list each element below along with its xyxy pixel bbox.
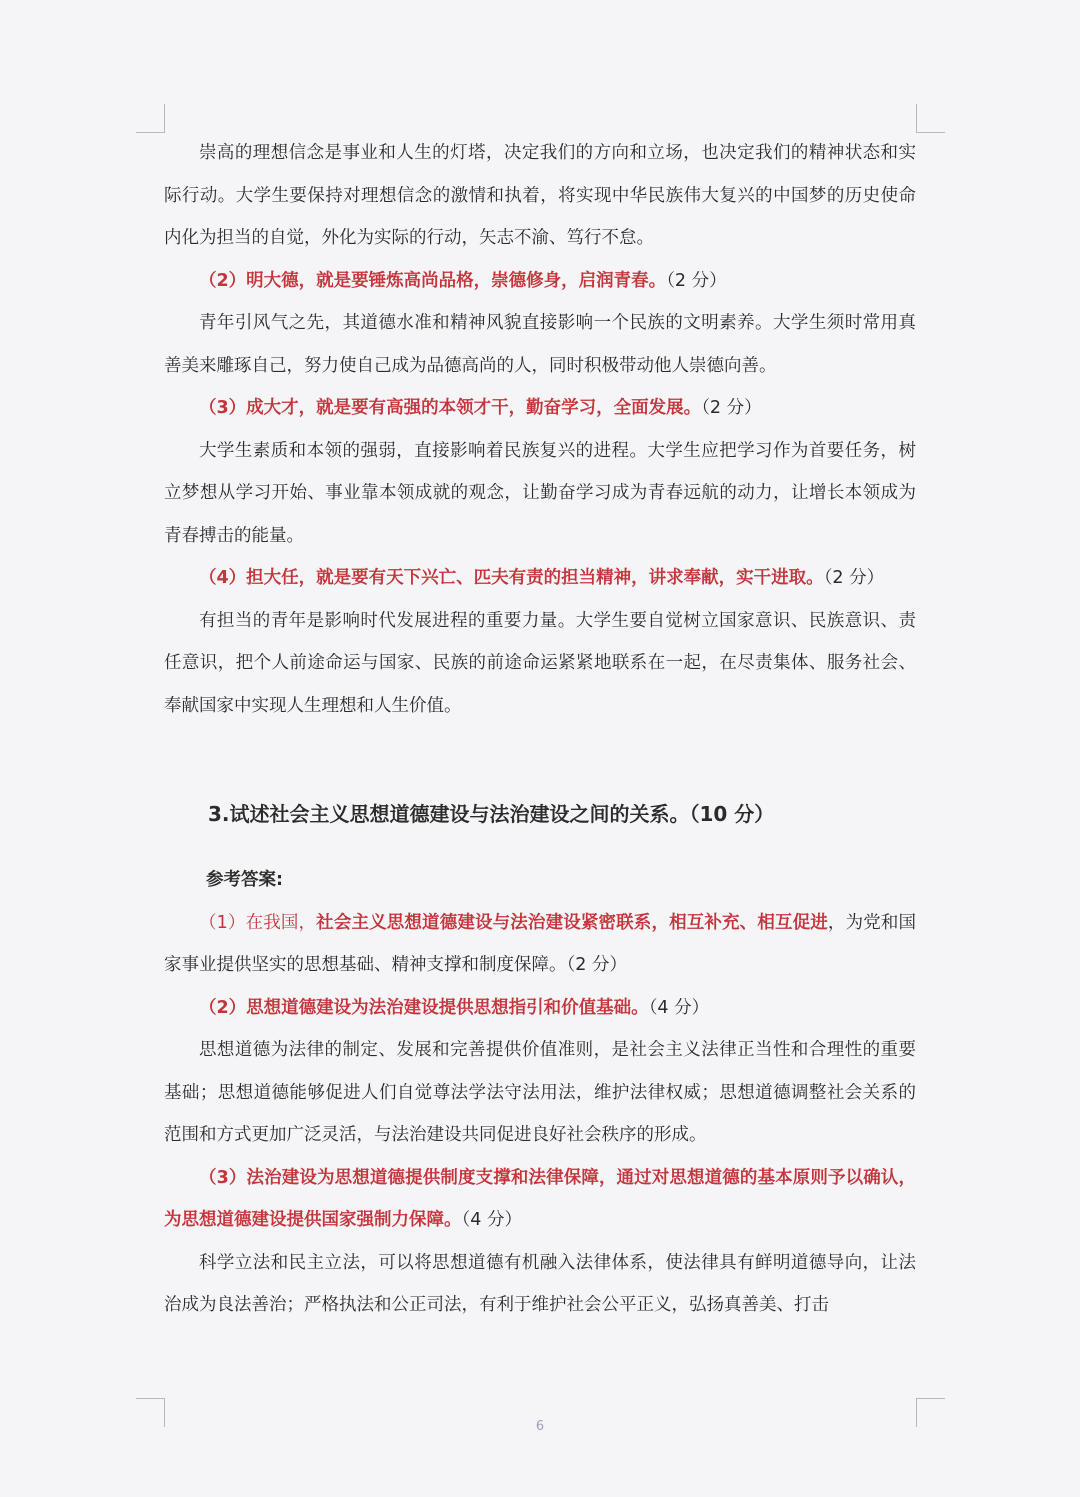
page-content xyxy=(164,132,916,1327)
answer-point-1-emphasis: 社会主义思想道德建设与法治建设紧密联系，相互补充、相互促进 xyxy=(316,912,828,933)
answer-point-1 xyxy=(164,902,916,987)
point-heading-2 xyxy=(164,260,916,303)
point-heading-2-score: （2 分） xyxy=(666,270,727,291)
point-heading-4-score: （2 分） xyxy=(823,568,885,588)
paragraph-talent: 大学生素质和本领的强弱，直接影响着民族复兴的进程。大学生应把学习作为首要任务，树立梦想从学习开始、事业靠本领成就的观念，让勤奋学习成为青春远航的动力，让增长本领成为青春搏击的能量。 xyxy=(164,440,916,546)
paragraph-responsibility: 有担当的青年是影响时代发展进程的重要力量。大学生要自觉树立国家意识、民族意识、责任意识，把个人前途命运与国家、民族的前途命运紧紧地联系在一起，在尽责集体、服务社会、奉献国家中实现人生理想和人生价值。 xyxy=(164,610,916,716)
question-title: 3.试述社会主义思想道德建设与法治建设之间的关系。（10 分） xyxy=(208,802,775,826)
answer-point-3-text: （3）法治建设为思想道德提供制度支撑和法律保障，通过对思想道德的基本原则予以确认，为思想道德建设提供国家强制力保障。 xyxy=(164,1167,916,1230)
answer-point-2-score: （4 分） xyxy=(648,997,710,1018)
point-heading-4-text: （4）担大任，就是要有天下兴亡、匹夫有责的担当精神，讲求奉献，实干进取。 xyxy=(199,568,824,588)
page-number: 6 xyxy=(535,1419,545,1434)
answer-point-2 xyxy=(164,987,916,1030)
point-heading-2-text: （2）明大德，就是要锤炼高尚品格，崇德修身，启润青春。 xyxy=(199,270,667,291)
paragraph-legislation: 科学立法和民主立法，可以将思想道德有机融入法律体系，使法律具有鲜明道德导向，让法治成为良法善治；严格执法和公正司法，有利于维护社会公平正义，弘扬真善美、打击 xyxy=(164,1252,916,1315)
paragraph-morality: 青年引风气之先，其道德水准和精神风貌直接影响一个民族的文明素养。大学生须时常用真善美来雕琢自己，努力使自己成为品德高尚的人，同时积极带动他人崇德向善。 xyxy=(164,313,916,376)
crop-mark-top-right xyxy=(916,104,945,133)
point-heading-3-text: （3）成大才，就是要有高强的本领才干，勤奋学习，全面发展。 xyxy=(199,398,702,418)
answer-point-3-score: （4 分） xyxy=(461,1210,522,1230)
paragraph-ideals: 崇高的理想信念是事业和人生的灯塔，决定我们的方向和立场，也决定我们的精神状态和实际行动。大学生要保持对理想信念的激情和执着，将实现中华民族伟大复兴的中国梦的历史使命内化为担当的自觉，外化为实际的行动，矢志不渝、笃行不怠。 xyxy=(164,143,916,248)
answer-point-2-text: （2）思想道德建设为法治建设提供思想指引和价值基础。 xyxy=(199,997,649,1018)
point-heading-4 xyxy=(164,557,916,600)
crop-mark-top-left xyxy=(136,104,165,133)
point-heading-3 xyxy=(164,387,916,430)
point-heading-3-score: （2 分） xyxy=(701,398,762,418)
answer-point-1-prefix: （1）在我国， xyxy=(199,912,317,933)
paragraph-ethics-basis: 思想道德为法律的制定、发展和完善提供价值准则，是社会主义法律正当性和合理性的重要基础；思想道德能够促进人们自觉尊法学法守法用法，维护法律权威；思想道德调整社会关系的范围和方式更加广泛灵活，与法治建设共同促进良好社会秩序的形成。 xyxy=(164,1040,916,1145)
reference-answer-label: 参考答案: xyxy=(206,870,283,890)
answer-point-1-rest: ，为党和国家事业提供坚实的思想基础、精神支撑和制度保障。（2 分） xyxy=(164,912,917,975)
answer-point-3 xyxy=(164,1157,916,1242)
